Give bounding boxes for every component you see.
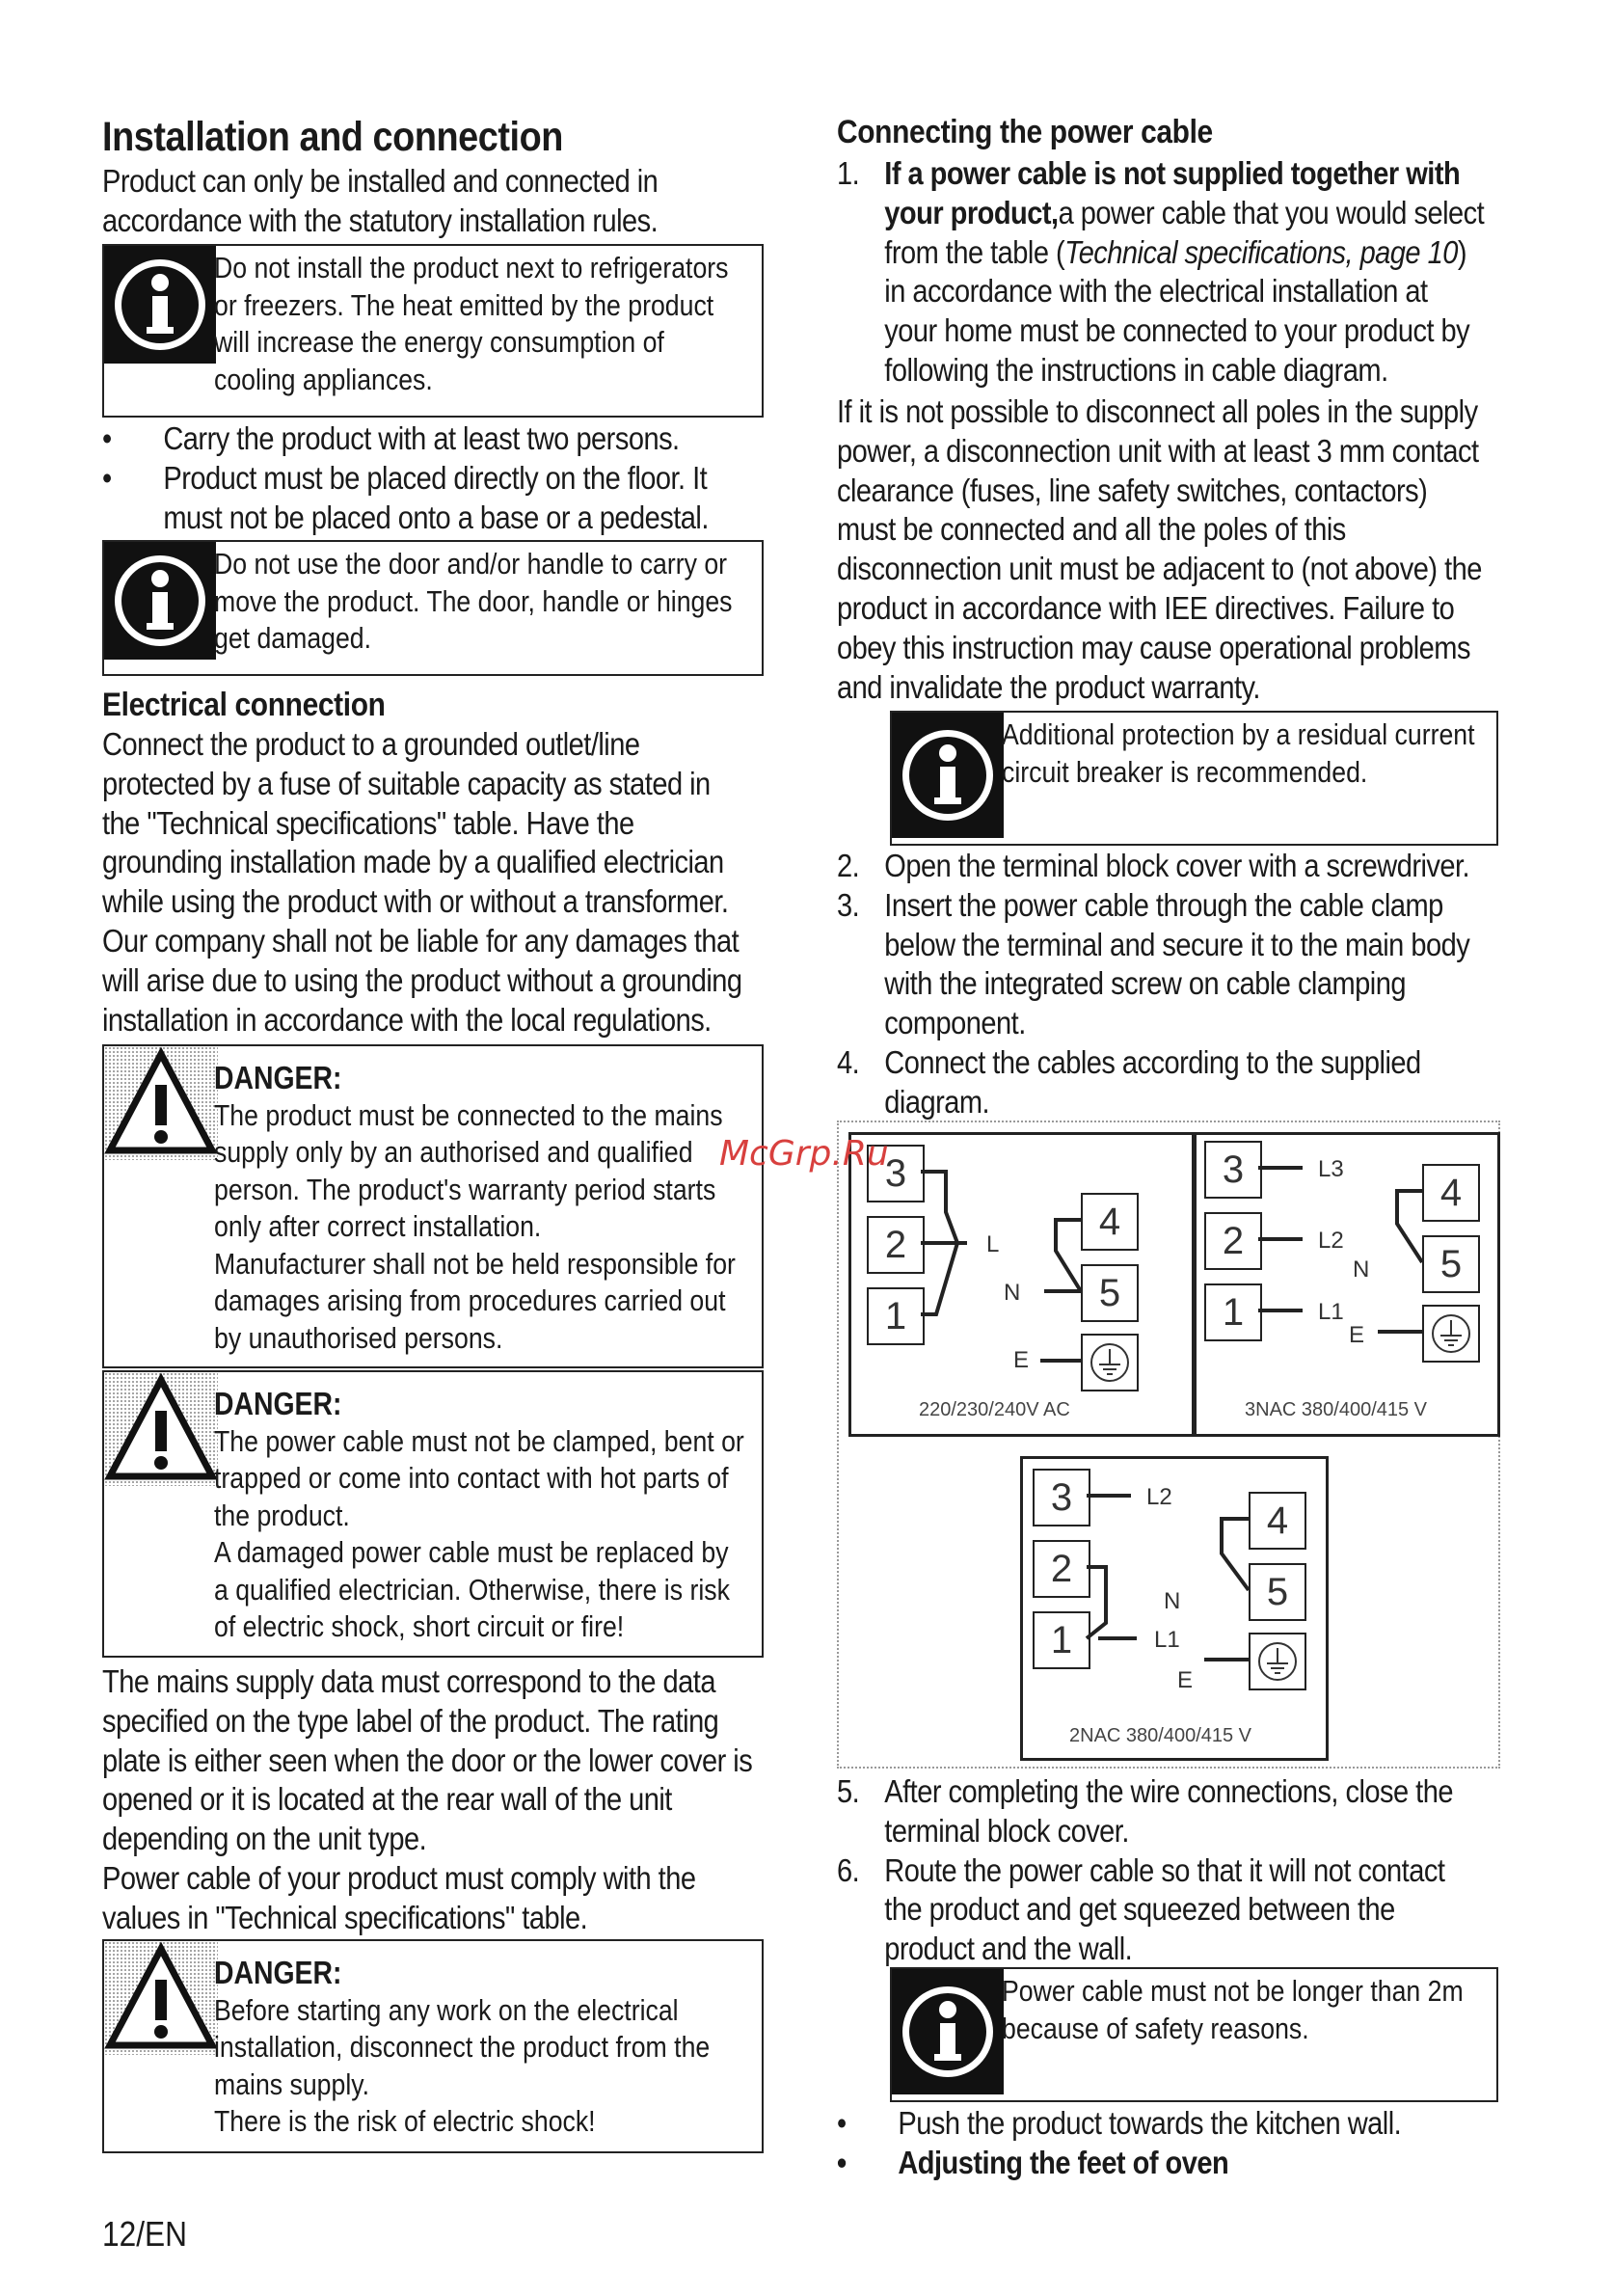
warning-triangle-icon [104, 1046, 218, 1165]
step-1 [837, 154, 1484, 391]
wire-label-N: N [1353, 1256, 1370, 1283]
bullet-text: Push the product towards the kitchen wall. [898, 2105, 1402, 2141]
danger-line: Manufacturer shall not be held responsible for [214, 1246, 736, 1281]
danger-line: trapped or come into contact with hot parts of [214, 1461, 729, 1495]
info-text [1002, 716, 1475, 791]
info-note-residual-current [890, 711, 1498, 846]
danger-line: the product. [214, 1498, 350, 1532]
info-text [214, 546, 733, 658]
danger-line: by unauthorised persons. [214, 1320, 503, 1355]
warning-triangle-icon [104, 1941, 218, 2060]
intro-text [102, 162, 658, 241]
terminal-2: 2 [1204, 1212, 1262, 1270]
danger-box-authorised-person [102, 1044, 764, 1368]
wire-label-N: N [1164, 1588, 1181, 1614]
text-line: Our company shall not be liable for any damages that [102, 922, 740, 959]
info-line: will increase the energy consumption of [214, 325, 664, 359]
wire-lines [851, 1135, 1194, 1434]
info-line: circuit breaker is recommended. [1002, 754, 1368, 789]
voltage-label: 220/230/240V AC [919, 1399, 1070, 1420]
step-text: following the instructions in cable diagram. [884, 351, 1388, 388]
wire-label-N: N [1004, 1280, 1021, 1306]
text-line: plate is either seen when the door or the lower cover is [102, 1742, 753, 1778]
text-line: The mains supply data must correspond to the data [102, 1663, 715, 1699]
connecting-power-cable-heading: Connecting the power cable [837, 114, 1213, 150]
wire-lines [1195, 1135, 1497, 1434]
bullet-list [102, 419, 709, 537]
wire-label-L3: L3 [1318, 1156, 1344, 1182]
info-note-door-handle [102, 540, 764, 676]
wire-label-L1: L1 [1318, 1299, 1344, 1325]
danger-line: Before starting any work on the electrical [214, 1992, 679, 2027]
list-item [837, 886, 1469, 1043]
text-line: will arise due to using the product without a grounding [102, 961, 742, 998]
text-line: Power cable of your product must comply with the [102, 1859, 696, 1896]
info-line: move the product. The door, handle or hinges [214, 583, 733, 618]
danger-text [214, 1386, 744, 1646]
wiring-diagram-area [837, 1121, 1500, 1769]
text-line: clearance (fuses, line safety switches, contactors) [837, 472, 1428, 508]
wire-label-L2: L2 [1318, 1228, 1344, 1254]
terminal-3: 3 [867, 1145, 925, 1202]
danger-box-electric-shock [102, 1939, 764, 2153]
danger-title: DANGER: [214, 1386, 342, 1421]
text-line: installation in accordance with the local regulations. [102, 1001, 712, 1038]
wire-label-E: E [1177, 1667, 1194, 1693]
text-line: product in accordance with IEE directives. Failure to [837, 589, 1455, 626]
bullet-icon: • [837, 2144, 847, 2180]
text-line: specified on the type label of the product. The rating [102, 1702, 719, 1739]
step-text: from the table ( [884, 233, 1065, 270]
step-text: Connect the cables according to the supplied [884, 1043, 1421, 1080]
text-line: If it is not possible to disconnect all poles in the supply [837, 393, 1478, 429]
danger-text [214, 1060, 736, 1357]
bullet-icon: • [837, 2105, 847, 2141]
danger-line: The power cable must not be clamped, bent or [214, 1423, 744, 1458]
info-icon [892, 1969, 1004, 2094]
step-text: After completing the wire connections, close the [884, 1773, 1453, 1809]
terminal-4: 4 [1249, 1492, 1306, 1550]
info-text [1002, 1973, 1464, 2047]
step-bold-text: your product, [884, 194, 1059, 230]
step-text: with the integrated screw on cable clamping [884, 965, 1406, 1002]
page-footer: 12/EN [102, 2214, 188, 2254]
info-line: cooling appliances. [214, 362, 433, 396]
bullet-text: Carry the product with at least two persons. [163, 420, 680, 456]
intro-line: Product can only be installed and connected in [102, 163, 659, 199]
step-text: component. [884, 1005, 1026, 1041]
info-note-cable-length [890, 1967, 1498, 2102]
info-icon [104, 542, 216, 660]
info-line: or freezers. The heat emitted by the product [214, 287, 714, 322]
text-line: obey this instruction may cause operational problems [837, 629, 1470, 665]
page-title: Installation and connection [102, 114, 563, 160]
danger-line: person. The product's warranty period starts [214, 1172, 716, 1206]
info-line: because of safety reasons. [1002, 2011, 1309, 2045]
step-text: Insert the power cable through the cable clamp [884, 886, 1443, 923]
terminal-5: 5 [1249, 1563, 1306, 1621]
step-number: 4. [837, 1043, 860, 1080]
danger-line: of electric shock, short circuit or fire! [214, 1609, 625, 1643]
disconnection-text [837, 392, 1482, 707]
warning-triangle-icon [104, 1372, 218, 1491]
step-number: 5. [837, 1773, 860, 1809]
danger-line: a qualified electrician. Otherwise, there is risk [214, 1572, 730, 1607]
terminal-2: 2 [1033, 1540, 1090, 1598]
step-text: a power cable that you would select [1058, 194, 1485, 230]
step-bold-text: If a power cable is not supplied together with [884, 155, 1461, 191]
wire-label-L2: L2 [1146, 1484, 1172, 1510]
terminal-3: 3 [1204, 1141, 1262, 1199]
terminal-5: 5 [1081, 1264, 1139, 1322]
danger-line: supply only by an authorised and qualified [214, 1135, 693, 1169]
text-line: must be connected and all the poles of this [837, 511, 1346, 548]
bullet-text: Product must be placed directly on the floor. It [163, 459, 708, 496]
technical-specifications-reference: Technical specifications, page 10 [1064, 233, 1458, 270]
terminal-4: 4 [1081, 1193, 1139, 1251]
mains-supply-text [102, 1662, 752, 1938]
info-icon [104, 246, 216, 364]
danger-line: mains supply. [214, 2066, 370, 2101]
list-item [837, 1772, 1453, 1851]
danger-line: only after correct installation. [214, 1209, 542, 1243]
step-text: your home must be connected to your product by [884, 312, 1470, 349]
wire-label-E: E [1349, 1322, 1365, 1348]
electrical-connection-text [102, 725, 742, 1040]
text-line: Connect the product to a grounded outlet/line [102, 726, 640, 762]
step-text: ) [1457, 233, 1466, 270]
step-text: diagram. [884, 1083, 990, 1120]
terminal-4: 4 [1422, 1164, 1480, 1222]
bullet-icon: • [102, 420, 112, 456]
info-line: Do not install the product next to refrigerators [214, 251, 729, 284]
wire-label-E: E [1013, 1347, 1030, 1373]
watermark: McGrp.Ru [719, 1134, 889, 1174]
terminal-2: 2 [867, 1216, 925, 1274]
danger-line: installation, disconnect the product from the [214, 2030, 711, 2064]
danger-title: DANGER: [214, 1060, 342, 1095]
info-icon [892, 713, 1004, 838]
terminal-1: 1 [1204, 1283, 1262, 1341]
step-number: 1. [837, 155, 860, 191]
list-item [837, 847, 1469, 886]
list-item [837, 1851, 1453, 1969]
step-text: terminal block cover. [884, 1812, 1129, 1849]
info-note-refrigerators [102, 244, 764, 418]
terminal-3: 3 [1033, 1469, 1090, 1526]
text-line: power, a disconnection unit with at least 3 mm contact [837, 432, 1479, 469]
danger-title: DANGER: [214, 1955, 342, 1990]
danger-line: A damaged power cable must be replaced by [214, 1535, 729, 1569]
diagram-two-phase [1020, 1456, 1329, 1761]
voltage-label: 2NAC 380/400/415 V [1069, 1725, 1252, 1746]
steps-2-4 [837, 847, 1469, 1122]
step-text: in accordance with the electrical installation at [884, 273, 1428, 310]
danger-box-power-cable [102, 1370, 764, 1658]
list-item [837, 2104, 1401, 2144]
text-line: values in "Technical specifications" table. [102, 1899, 588, 1935]
bullet-text: must not be placed onto a base or a pedestal. [163, 499, 709, 535]
list-item [837, 2144, 1401, 2183]
danger-line: There is the risk of electric shock! [214, 2104, 596, 2138]
electrical-connection-heading: Electrical connection [102, 687, 386, 723]
bullet-text-bold: Adjusting the feet of oven [898, 2144, 1229, 2180]
wire-label-L1: L1 [1154, 1627, 1180, 1653]
info-line: get damaged. [214, 621, 372, 655]
intro-line: accordance with the statutory installation rules. [102, 202, 659, 238]
text-line: depending on the unit type. [102, 1821, 427, 1857]
step-text: product and the wall. [884, 1931, 1133, 1967]
steps-5-6 [837, 1772, 1453, 1969]
info-line: Additional protection by a residual current [1002, 717, 1475, 751]
final-bullets [837, 2104, 1401, 2183]
list-item [837, 1043, 1469, 1122]
text-line: the "Technical specifications" table. Have the [102, 804, 634, 841]
voltage-label: 3NAC 380/400/415 V [1245, 1399, 1428, 1420]
step-text: Route the power cable so that it will not contact [884, 1851, 1445, 1888]
wire-label-L: L [986, 1231, 1000, 1257]
text-line: opened or it is located at the rear wall of the unit [102, 1781, 672, 1818]
text-line: grounding installation made by a qualified electrician [102, 844, 724, 880]
list-item [837, 154, 1484, 391]
step-number: 6. [837, 1851, 860, 1888]
info-line: Power cable must not be longer than 2m [1002, 1974, 1464, 2008]
step-number: 2. [837, 848, 860, 883]
terminal-1: 1 [1033, 1611, 1090, 1669]
diagram-single-phase [848, 1132, 1197, 1437]
text-line: disconnection unit must be adjacent to (not above) the [837, 551, 1482, 587]
terminal-5: 5 [1422, 1235, 1480, 1293]
step-text: Open the terminal block cover with a screwdriver. [884, 848, 1470, 883]
danger-line: damages arising from procedures carried out [214, 1283, 726, 1317]
text-line: protected by a fuse of suitable capacity as stated in [102, 765, 711, 801]
text-line: and invalidate the product warranty. [837, 668, 1260, 705]
text-line: while using the product with or without a transformer. [102, 883, 729, 920]
step-text: below the terminal and secure it to the main body [884, 926, 1470, 962]
danger-line: The product must be connected to the mains [214, 1097, 723, 1132]
step-number: 3. [837, 886, 860, 923]
bullet-icon: • [102, 459, 112, 496]
step-text: the product and get squeezed between the [884, 1891, 1395, 1928]
info-text [214, 250, 728, 398]
danger-text [214, 1955, 710, 2141]
terminal-1: 1 [867, 1287, 925, 1345]
info-line: Do not use the door and/or handle to carry or [214, 547, 728, 581]
list-item [102, 419, 709, 459]
list-item [102, 459, 709, 538]
diagram-three-phase [1192, 1132, 1500, 1437]
